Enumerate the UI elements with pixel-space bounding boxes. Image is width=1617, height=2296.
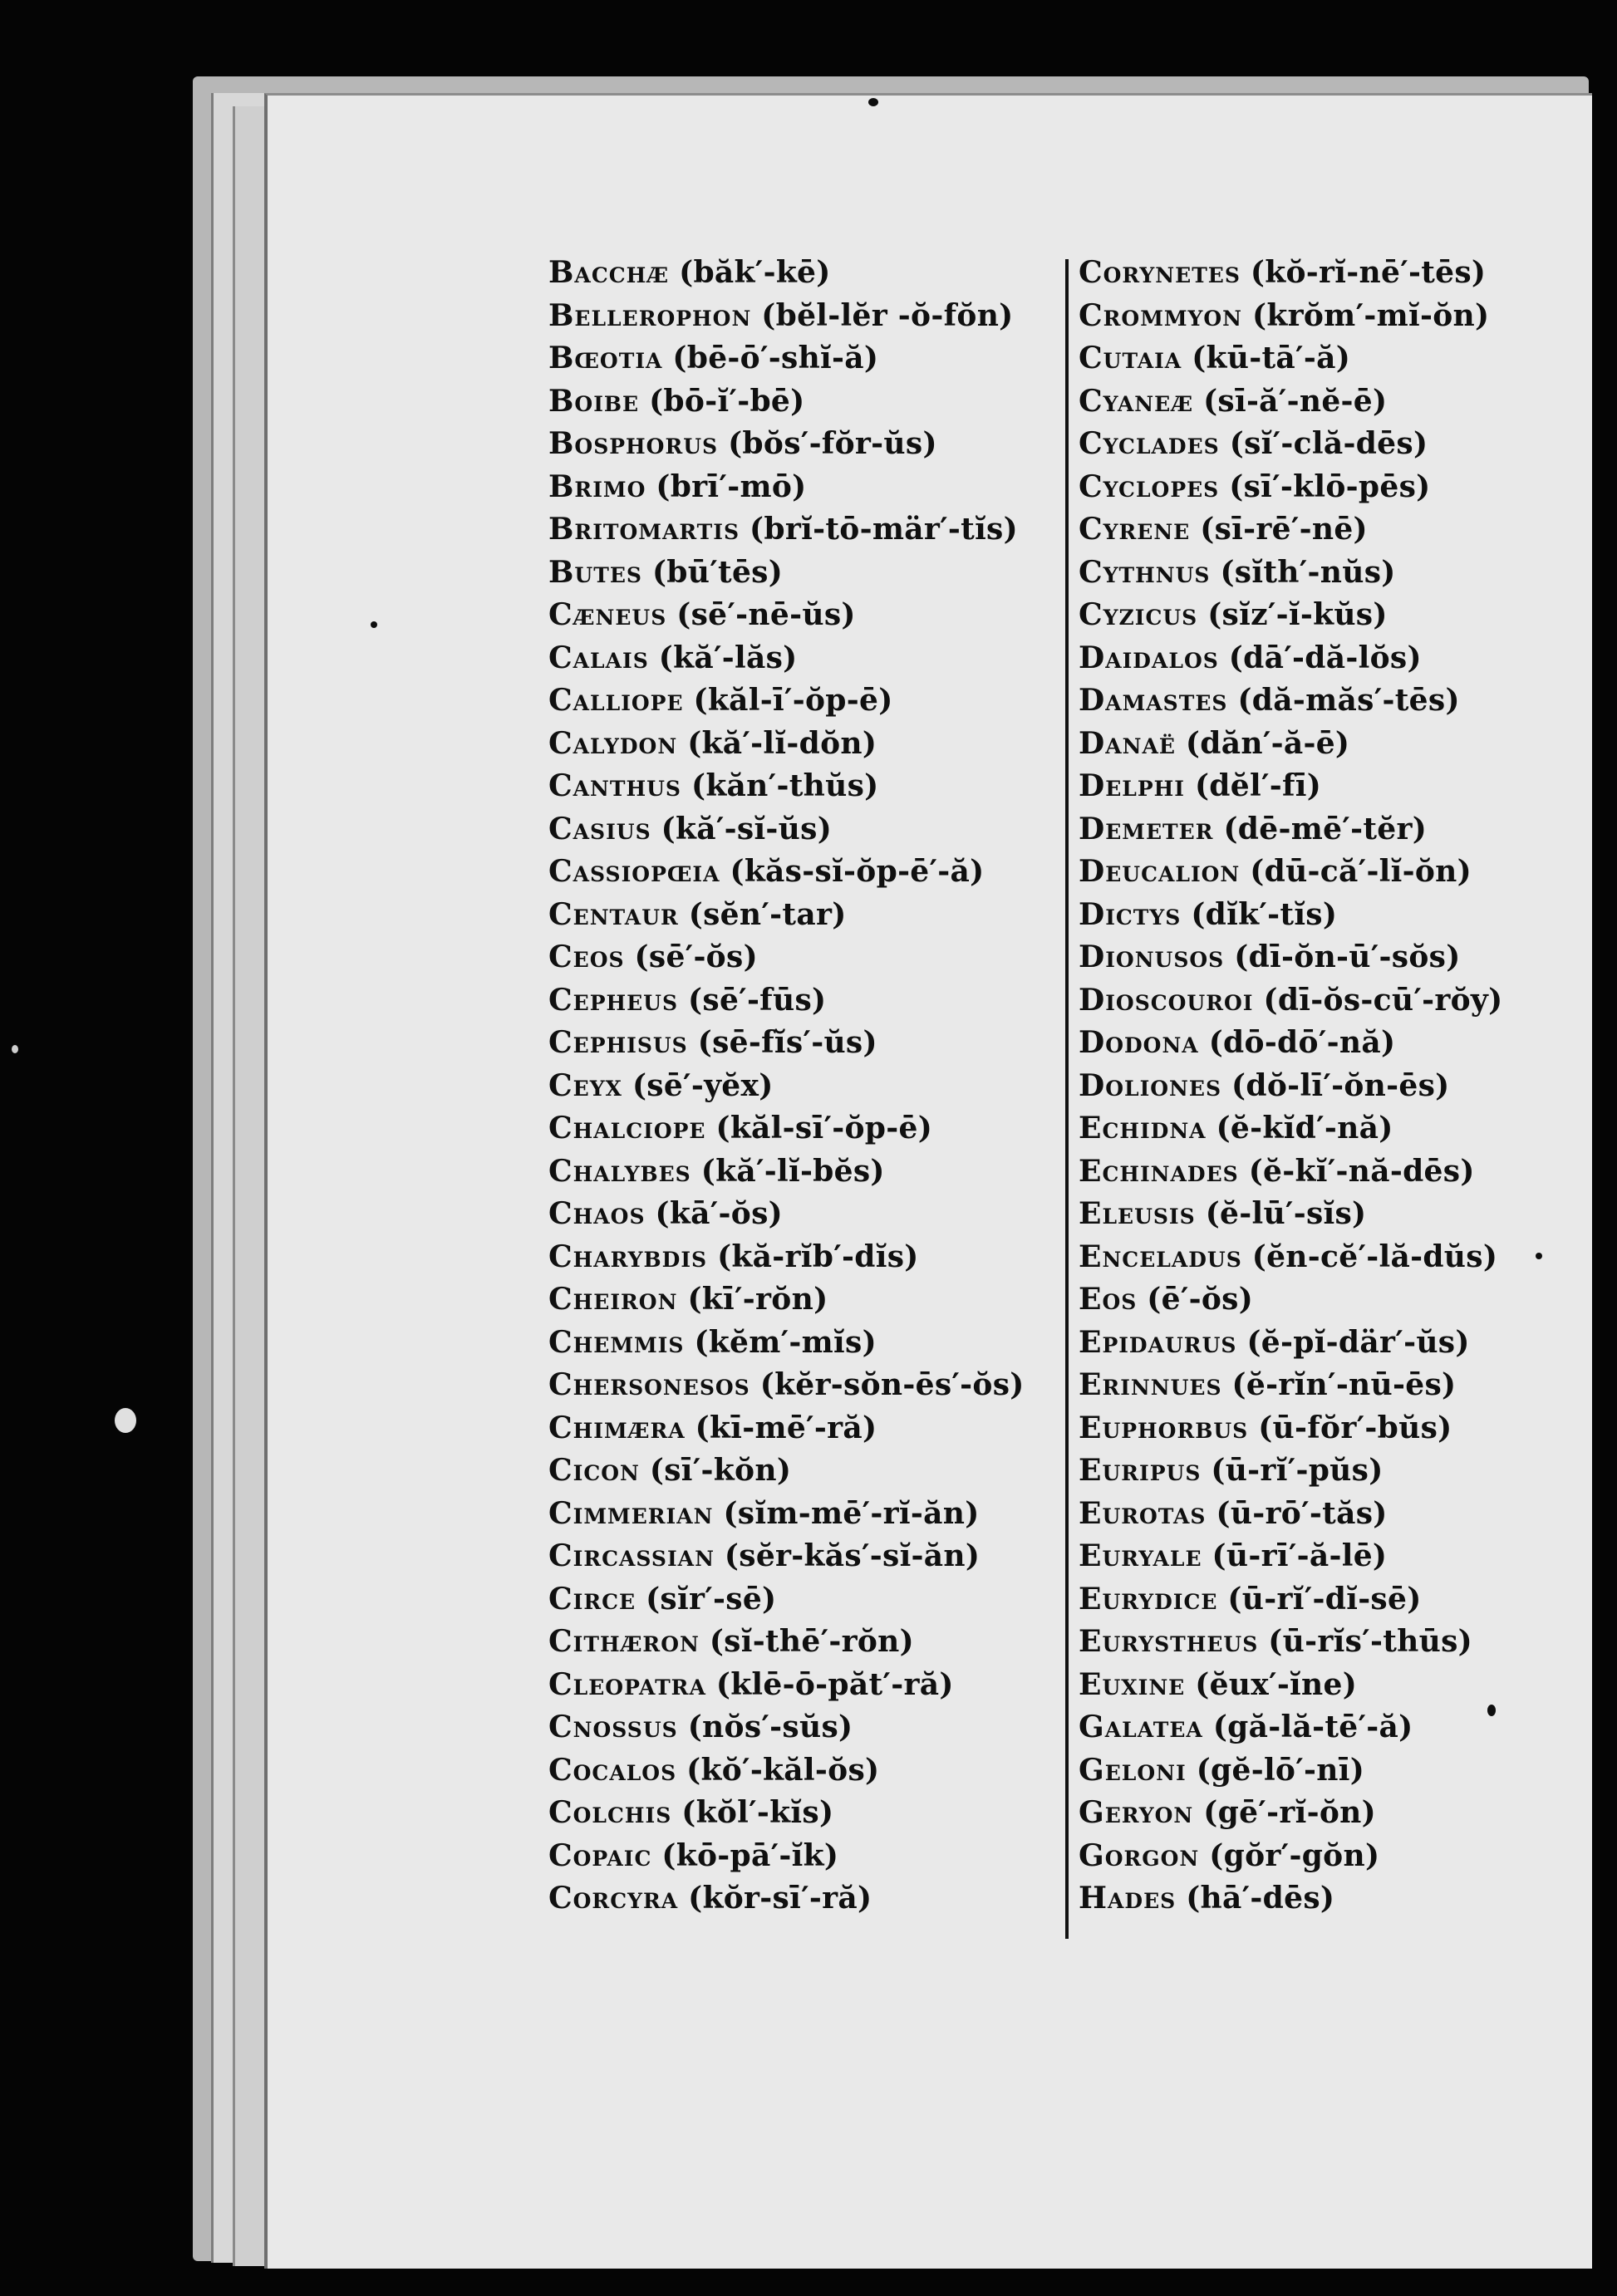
left-column-entry [548, 765, 1047, 808]
entry-pronunciation: (hā′-dēs) [1186, 1881, 1335, 1916]
right-column-entry [1079, 1706, 1544, 1749]
left-column-entry [548, 1749, 1047, 1793]
entry-pronunciation: (sĭ-thē′-rŏn) [709, 1624, 914, 1659]
ink-speck [371, 621, 377, 628]
entry-name: Cleopatra [548, 1666, 706, 1702]
entry-pronunciation: (kŏl′-kĭs) [681, 1795, 834, 1830]
right-column [1079, 252, 1544, 1921]
left-column-entry [548, 936, 1047, 979]
entry-pronunciation: (sĭm-mē′-rĭ-ăn) [723, 1495, 980, 1531]
left-column-entry [548, 1450, 1047, 1493]
entry-pronunciation: (ĕn-cĕ′-lă-dŭs) [1251, 1239, 1498, 1274]
entry-name: Bacchæ [548, 255, 670, 290]
entry-name: Enceladus [1079, 1239, 1242, 1274]
right-column-entry [1079, 508, 1544, 552]
right-column-entry [1079, 1065, 1544, 1108]
right-column-entry [1079, 295, 1544, 338]
left-column-entry [548, 423, 1047, 466]
entry-pronunciation: (ĕ-pĭ-där′-ŭs) [1246, 1324, 1470, 1360]
entry-name: Galatea [1079, 1710, 1203, 1744]
entry-name: Copaic [548, 1837, 652, 1873]
entry-name: Cocalos [548, 1752, 677, 1788]
entry-pronunciation: (kō-pā′-ĭk) [661, 1837, 839, 1873]
left-column-entry [548, 1022, 1047, 1065]
entry-pronunciation: (dŏ-lī′-ŏn-ēs) [1231, 1067, 1450, 1103]
right-column-entry [1079, 1107, 1544, 1150]
entry-pronunciation: (brī′-mō) [656, 469, 807, 504]
entry-name: Eleusis [1079, 1196, 1196, 1231]
entry-pronunciation: (ĕ-kĭ′-nă-dēs) [1248, 1153, 1475, 1189]
entry-name: Echinades [1079, 1153, 1239, 1189]
right-column-entry [1079, 380, 1544, 424]
entry-pronunciation: (bŏs′-fŏr-ŭs) [728, 426, 937, 461]
right-column-entry [1079, 765, 1544, 808]
left-column-entry [548, 1364, 1047, 1407]
entry-pronunciation: (kā′-ŏs) [655, 1196, 783, 1231]
entry-name: Casius [548, 811, 651, 846]
entry-pronunciation: (dĕl′-fī) [1194, 768, 1322, 803]
left-column-entry [548, 1578, 1047, 1621]
entry-pronunciation: (sē′-ŏs) [634, 939, 758, 974]
left-column-entry [548, 552, 1047, 595]
left-column-entry [548, 851, 1047, 894]
ink-speck [1487, 1705, 1496, 1716]
entry-name: Euripus [1079, 1453, 1202, 1488]
right-column-entry [1079, 1578, 1544, 1621]
right-column-entry [1079, 1407, 1544, 1450]
right-column-entry [1079, 594, 1544, 637]
left-column-entry [548, 508, 1047, 552]
entry-pronunciation: (gŏr′-gŏn) [1209, 1837, 1380, 1873]
left-column-entry [548, 1322, 1047, 1365]
entry-name: Circe [548, 1581, 636, 1617]
right-column-entry [1079, 1022, 1544, 1065]
entry-name: Euphorbus [1079, 1410, 1249, 1445]
left-column-entry [548, 466, 1047, 509]
entry-name: Chaos [548, 1196, 646, 1231]
entry-pronunciation: (kăl-ī′-ŏp-ē) [693, 683, 893, 718]
left-column-entry [548, 1493, 1047, 1536]
entry-name: Epidaurus [1079, 1324, 1237, 1360]
entry-name: Cyclopes [1079, 469, 1220, 504]
entry-pronunciation: (kă′-lăs) [658, 640, 798, 675]
right-column-entry [1079, 1664, 1544, 1707]
ink-speck [1536, 1253, 1542, 1259]
entry-name: Bœotia [548, 341, 663, 375]
entry-pronunciation: (sĭ′-clă-dēs) [1229, 426, 1428, 461]
entry-pronunciation: (kă-rĭb′-dĭs) [717, 1239, 919, 1274]
entry-name: Eurydice [1079, 1581, 1218, 1617]
left-column-entry [548, 1407, 1047, 1450]
right-column-entry [1079, 1322, 1544, 1365]
entry-pronunciation: (sē′-yĕx) [632, 1067, 774, 1103]
entry-pronunciation: (ĕ-kĭd′-nă) [1216, 1111, 1393, 1146]
entry-pronunciation: (kĕm′-mĭs) [694, 1324, 877, 1360]
right-column-entry [1079, 808, 1544, 851]
entry-pronunciation: (kŏ-rĭ-nē′-tēs) [1250, 255, 1487, 290]
entry-pronunciation: (sē′-nē-ŭs) [676, 597, 856, 632]
left-column-entry [548, 1664, 1047, 1707]
left-column-entry [548, 594, 1047, 637]
entry-pronunciation: (gĕ-lō′-nī) [1196, 1752, 1365, 1788]
right-column-entry [1079, 466, 1544, 509]
entry-name: Euxine [1079, 1666, 1186, 1702]
entry-pronunciation: (dā′-dă-lŏs) [1228, 640, 1422, 675]
entry-name: Corynetes [1079, 255, 1241, 290]
entry-name: Cyrene [1079, 512, 1191, 547]
entry-pronunciation: (ū-rĭs′-thūs) [1268, 1624, 1472, 1659]
entry-name: Cyclades [1079, 426, 1220, 461]
entry-name: Cyzicus [1079, 597, 1198, 632]
right-column-entry [1079, 637, 1544, 680]
entry-pronunciation: (ĕ-rĭn′-nū-ēs) [1231, 1367, 1457, 1402]
left-column [548, 252, 1047, 1921]
entry-pronunciation: (dē-mē′-tĕr) [1223, 811, 1428, 846]
entry-pronunciation: (sī-rē′-nē) [1200, 512, 1368, 547]
left-column-entry [548, 252, 1047, 295]
entry-name: Dioscouroi [1079, 982, 1254, 1018]
entry-name: Erinnues [1079, 1367, 1222, 1402]
entry-name: Cimmerian [548, 1495, 714, 1531]
left-column-entry [548, 1193, 1047, 1236]
entry-name: Echidna [1079, 1111, 1207, 1146]
right-column-entry [1079, 252, 1544, 295]
entry-name: Eurotas [1079, 1495, 1207, 1531]
entry-pronunciation: (sē-fĭs′-ŭs) [697, 1025, 877, 1060]
left-column-entry [548, 979, 1047, 1023]
entry-name: Cythnus [1079, 554, 1211, 590]
entry-name: Chersonesos [548, 1367, 750, 1402]
entry-name: Brimo [548, 469, 646, 504]
left-column-entry [548, 1278, 1047, 1322]
right-column-entry [1079, 979, 1544, 1023]
entry-pronunciation: (sĭr′-sē) [646, 1581, 777, 1617]
entry-name: Cæneus [548, 597, 667, 632]
entry-pronunciation: (nŏs′-sŭs) [687, 1710, 853, 1744]
entry-name: Demeter [1079, 811, 1214, 846]
entry-name: Circassian [548, 1538, 715, 1573]
right-column-entry [1079, 1749, 1544, 1793]
entry-pronunciation: (bū′tēs) [651, 554, 784, 590]
entry-pronunciation: (dī-ŏn-ū′-sŏs) [1234, 939, 1461, 974]
right-column-entry [1079, 1835, 1544, 1878]
entry-name: Calliope [548, 683, 684, 718]
entry-pronunciation: (sĭz′-ĭ-kŭs) [1207, 597, 1388, 632]
entry-name: Geryon [1079, 1795, 1194, 1830]
entry-pronunciation: (kū-tā′-ă) [1192, 341, 1351, 375]
right-column-entry [1079, 1150, 1544, 1194]
entry-name: Britomartis [548, 512, 740, 547]
ink-speck [115, 1408, 136, 1433]
right-column-entry [1079, 552, 1544, 595]
entry-pronunciation: (ū-fŏr′-bŭs) [1258, 1410, 1452, 1445]
entry-pronunciation: (bō-ĭ′-bē) [649, 383, 805, 419]
entry-name: Chimæra [548, 1410, 686, 1445]
entry-pronunciation: (kăs-sĭ-ŏp-ē′-ă) [730, 854, 985, 889]
entry-name: Hades [1079, 1881, 1177, 1916]
entry-name: Cnossus [548, 1710, 678, 1744]
entry-pronunciation: (băk′-kē) [679, 255, 831, 290]
entry-name: Dictys [1079, 896, 1182, 932]
entry-name: Daidalos [1079, 640, 1219, 675]
entry-name: Chemmis [548, 1324, 685, 1360]
entry-pronunciation: (kă′-sĭ-ŭs) [661, 811, 833, 846]
entry-name: Cithæron [548, 1624, 700, 1659]
right-column-entry [1079, 1792, 1544, 1835]
entry-name: Doliones [1079, 1067, 1222, 1103]
entry-pronunciation: (gă-lă-tē′-ă) [1212, 1710, 1413, 1744]
entry-pronunciation: (sĭth′-nŭs) [1220, 554, 1396, 590]
entry-name: Deucalion [1079, 854, 1241, 889]
entry-pronunciation: (sī-ă′-nĕ-ē) [1203, 383, 1388, 419]
entry-pronunciation: (kŏr-sī′-ră) [688, 1881, 872, 1916]
entry-pronunciation: (ū-rī′-ă-lē) [1212, 1538, 1388, 1573]
right-column-entry [1079, 723, 1544, 766]
column-divider [1065, 259, 1069, 1939]
left-column-entry [548, 380, 1047, 424]
right-column-entry [1079, 1193, 1544, 1236]
entry-name: Cicon [548, 1453, 640, 1488]
right-column-entry [1079, 936, 1544, 979]
left-column-entry [548, 1792, 1047, 1835]
entry-name: Eos [1079, 1282, 1138, 1317]
right-column-entry [1079, 1621, 1544, 1664]
right-column-entry [1079, 894, 1544, 937]
entry-name: Cepheus [548, 982, 679, 1018]
entry-name: Boibe [548, 383, 640, 419]
left-column-entry [548, 723, 1047, 766]
entry-pronunciation: (dă-măs′-tēs) [1237, 683, 1460, 718]
entry-pronunciation: (gē′-rĭ-ŏn) [1203, 1795, 1376, 1830]
entry-name: Geloni [1079, 1752, 1187, 1788]
left-column-entry [548, 1107, 1047, 1150]
left-column-entry [548, 894, 1047, 937]
entry-pronunciation: (kă′-lĭ-dŏn) [687, 725, 877, 761]
entry-name: Bellerophon [548, 297, 752, 333]
entry-pronunciation: (kī-mē′-ră) [695, 1410, 877, 1445]
left-column-entry [548, 1065, 1047, 1108]
entry-pronunciation: (kŏ′-kăl-ŏs) [686, 1752, 880, 1788]
entry-name: Bosphorus [548, 426, 719, 461]
right-column-entry [1079, 1535, 1544, 1578]
left-column-entry [548, 1621, 1047, 1664]
left-column-entry [548, 1706, 1047, 1749]
entry-pronunciation: (bē-ō′-shĭ-ă) [672, 341, 879, 375]
left-column-entry [548, 295, 1047, 338]
entry-pronunciation: (kī′-rŏn) [687, 1282, 828, 1317]
entry-name: Cyaneæ [1079, 383, 1194, 419]
left-column-entry [548, 1236, 1047, 1279]
entry-name: Euryale [1079, 1538, 1202, 1573]
entry-name: Chalybes [548, 1153, 691, 1189]
entry-name: Centaur [548, 896, 679, 932]
entry-name: Cassiopœia [548, 854, 720, 889]
entry-name: Crommyon [1079, 297, 1243, 333]
entry-pronunciation: (sĕr-kăs′-sĭ-ăn) [724, 1538, 981, 1573]
entry-pronunciation: (dī-ŏs-cū′-rŏy) [1263, 982, 1503, 1018]
entry-pronunciation: (sī′-klō-pēs) [1229, 469, 1431, 504]
entry-pronunciation: (dĭk′-tĭs) [1191, 896, 1338, 932]
entry-name: Damastes [1079, 683, 1228, 718]
entry-name: Cutaia [1079, 341, 1182, 375]
entry-pronunciation: (sī′-kŏn) [649, 1453, 792, 1488]
ink-speck [868, 98, 878, 106]
entry-name: Cephisus [548, 1025, 688, 1060]
entry-name: Chalciope [548, 1111, 706, 1146]
entry-pronunciation: (dō-dō′-nă) [1208, 1025, 1396, 1060]
entry-name: Delphi [1079, 768, 1185, 803]
entry-pronunciation: (kă′-lĭ-bĕs) [700, 1153, 885, 1189]
entry-pronunciation: (brĭ-tō-mär′-tĭs) [750, 512, 1018, 547]
right-column-entry [1079, 423, 1544, 466]
entry-name: Dodona [1079, 1025, 1199, 1060]
entry-pronunciation: (sĕn′-tar) [688, 896, 847, 932]
left-column-entry [548, 679, 1047, 723]
entry-pronunciation: (ĕ-lū′-sĭs) [1205, 1196, 1367, 1231]
entry-pronunciation: (kăn′-thŭs) [691, 768, 879, 803]
entry-pronunciation: (klē-ō-păt′-ră) [715, 1666, 954, 1702]
entry-pronunciation: (kăl-sī′-ŏp-ē) [715, 1111, 933, 1146]
entry-name: Canthus [548, 768, 681, 803]
entry-pronunciation: (sē′-fūs) [688, 982, 827, 1018]
right-column-entry [1079, 679, 1544, 723]
right-column-entry [1079, 1236, 1544, 1279]
right-column-entry [1079, 851, 1544, 894]
right-column-entry [1079, 337, 1544, 380]
entry-name: Ceos [548, 939, 625, 974]
entry-name: Calais [548, 640, 649, 675]
entry-name: Eurystheus [1079, 1624, 1259, 1659]
right-column-entry [1079, 1493, 1544, 1536]
entry-pronunciation: (ĕux′-ĭne) [1195, 1666, 1358, 1702]
entry-pronunciation: (bĕl-lĕr -ŏ-fŏn) [761, 297, 1014, 333]
right-column-entry [1079, 1450, 1544, 1493]
left-column-entry [548, 1150, 1047, 1194]
entry-pronunciation: (ū-rĭ′-dĭ-sē) [1227, 1581, 1422, 1617]
entry-pronunciation: (dū-că′-lĭ-ŏn) [1250, 854, 1472, 889]
entry-pronunciation: (ē′-ŏs) [1147, 1282, 1254, 1317]
entry-name: Gorgon [1079, 1837, 1200, 1873]
entry-name: Cheiron [548, 1282, 678, 1317]
ink-speck [12, 1045, 18, 1053]
right-column-entry [1079, 1364, 1544, 1407]
right-column-entry [1079, 1877, 1544, 1921]
entry-name: Butes [548, 554, 642, 590]
left-column-entry [548, 1835, 1047, 1878]
entry-pronunciation: (krŏm′-mĭ-ŏn) [1252, 297, 1490, 333]
left-column-entry [548, 808, 1047, 851]
entry-name: Calydon [548, 725, 678, 761]
entry-name: Colchis [548, 1795, 672, 1830]
entry-pronunciation: (ū-rĭ′-pŭs) [1211, 1453, 1384, 1488]
left-column-entry [548, 637, 1047, 680]
left-column-entry [548, 337, 1047, 380]
entry-name: Charybdis [548, 1239, 708, 1274]
entry-name: Danaë [1079, 725, 1176, 761]
entry-name: Ceyx [548, 1067, 622, 1103]
entry-pronunciation: (ū-rō′-tăs) [1216, 1495, 1388, 1531]
left-column-entry [548, 1535, 1047, 1578]
right-column-entry [1079, 1278, 1544, 1322]
left-column-entry [548, 1877, 1047, 1921]
entry-name: Corcyra [548, 1881, 679, 1916]
entry-name: Dionusos [1079, 939, 1225, 974]
entry-pronunciation: (dăn′-ă-ē) [1185, 725, 1350, 761]
entry-pronunciation: (kĕr-sŏn-ēs′-ŏs) [759, 1367, 1025, 1402]
